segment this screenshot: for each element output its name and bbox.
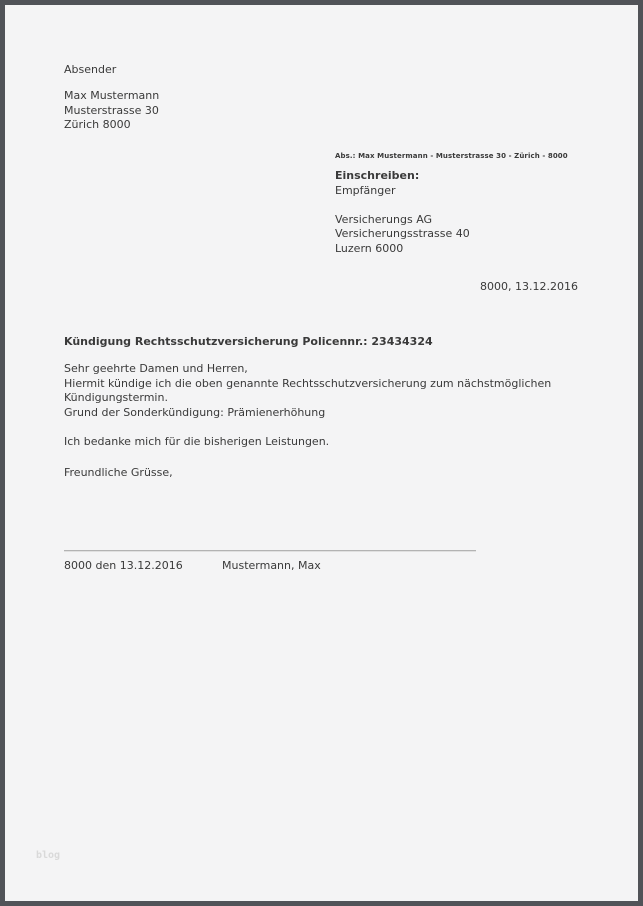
recipient-label: Empfänger bbox=[335, 183, 396, 197]
recipient-city: Luzern 6000 bbox=[335, 241, 404, 255]
signature-name: Mustermann, Max bbox=[222, 559, 321, 572]
body-paragraph-2: Ich bedanke mich für die bisherigen Leistungen. bbox=[64, 435, 330, 448]
delivery-label: Einschreiben: bbox=[335, 169, 420, 182]
sender-city: Zürich 8000 bbox=[64, 118, 131, 131]
salutation: Sehr geehrte Damen und Herren, bbox=[64, 362, 248, 375]
body-line: Hiermit kündige ich die oben genannte Rechtsschutzversicherung zum nächstmöglichen bbox=[64, 376, 552, 390]
signature-divider bbox=[64, 550, 476, 552]
date-line: 8000, 13.12.2016 bbox=[480, 280, 578, 293]
spacer bbox=[335, 161, 568, 169]
recipient-street: Versicherungsstrasse 40 bbox=[335, 227, 470, 240]
closing-line: Freundliche Grüsse, bbox=[64, 466, 173, 479]
signature-place-date: 8000 den 13.12.2016 bbox=[64, 559, 183, 572]
recipient-company: Versicherungs AG bbox=[335, 212, 433, 226]
body-line: Kündigungstermin. bbox=[64, 391, 168, 404]
sender-address bbox=[64, 89, 159, 133]
sender-label: Absender bbox=[64, 63, 117, 76]
sender-block bbox=[64, 63, 116, 78]
body-paragraph-1 bbox=[64, 362, 551, 420]
recipient-block bbox=[335, 152, 568, 256]
watermark: blog bbox=[36, 850, 61, 861]
subject-line: Kündigung Rechtsschutzversicherung Policennr.: 23434324 bbox=[64, 335, 433, 348]
spacer bbox=[335, 198, 568, 213]
return-address-line: Abs.: Max Mustermann - Musterstrasse 30 - Zürich - 8000 bbox=[335, 152, 568, 160]
sender-street: Musterstrasse 30 bbox=[64, 103, 159, 117]
sender-name: Max Mustermann bbox=[64, 89, 160, 102]
body-line: Grund der Sonderkündigung: Prämienerhöhung bbox=[64, 405, 326, 419]
